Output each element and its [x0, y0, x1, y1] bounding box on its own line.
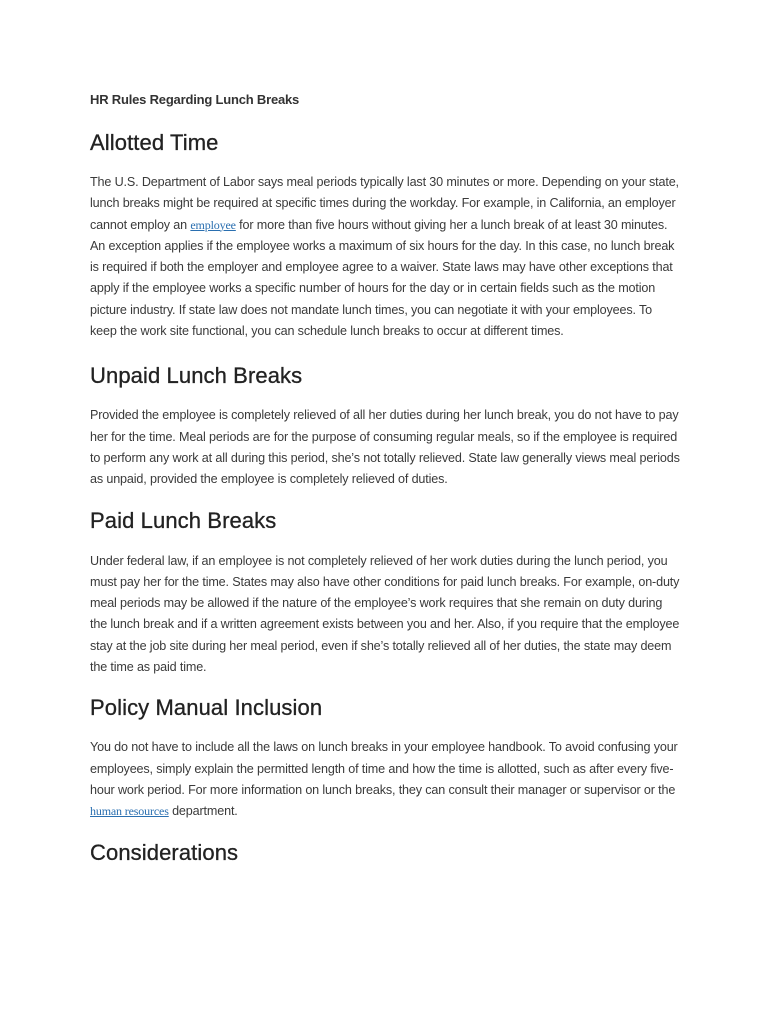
paragraph-text: for more than five hours without giving her a lunch break of at least 30 minutes. An exception applies if the employee works a maximum of six hours for the day. In this case, no lunch break is required if both the employer and employee agree to a waiver. State laws may have other exceptions that apply if the employee works a specific number of hours for the day or in certain fields such as the motion picture industry. If state law does not mandate lunch times, you can negotiate it with your employees. To keep the work site functional, you can schedule lunch breaks to occur at different times. [90, 217, 675, 339]
paragraph-text: The U.S. Department of Labor says meal periods typically last 30 minutes or more. Depending on your state, lunch breaks might be required at specific times during the workday. For example, in California, an employer cannot employ an [90, 175, 679, 232]
heading-paid-lunch-breaks: Paid Lunch Breaks [90, 507, 277, 533]
section-considerations [90, 839, 682, 867]
paragraph-policy-manual-inclusion [90, 737, 682, 822]
section-allotted-time [90, 129, 682, 342]
heading-considerations: Considerations [90, 839, 239, 865]
paragraph-text: department. [168, 804, 238, 819]
paragraph-unpaid-lunch-breaks: Provided the employee is completely relieved of all her duties during her lunch break, you do not have to pay her for the time. Meal periods are for the purpose of consuming regular meals, so if the employee is required to perform any work at all during this period, she’s not totally relieved. State law generally views meal periods as unpaid, provided the employee is completely relieved of duties. [90, 408, 680, 487]
document-title: HR Rules Regarding Lunch Breaks [90, 92, 300, 107]
heading-policy-manual-inclusion: Policy Manual Inclusion [90, 695, 323, 721]
heading-unpaid-lunch-breaks: Unpaid Lunch Breaks [90, 363, 303, 389]
document-page [90, 92, 682, 867]
paragraph-allotted-time [90, 172, 682, 342]
human-resources-link[interactable]: human resources [90, 804, 169, 819]
heading-allotted-time: Allotted Time [90, 130, 219, 155]
section-paid-lunch-breaks [90, 507, 682, 679]
paragraph-paid-lunch-breaks: Under federal law, if an employee is not completely relieved of her work duties during the lunch period, you must pay her for the time. States may also have other conditions for paid lunch breaks. For example, on-duty meal periods may be allowed if the nature of the employee’s work requires that she remain on duty during the lunch break and if a written agreement exists between you and her. Also, if you require that the employee stay at the job site during her meal period, even if she’s totally relieved all of her duties, the state may deem the time as paid time. [90, 553, 680, 675]
paragraph-text: You do not have to include all the laws on lunch breaks in your employee handbook. To avoid confusing your employees, simply explain the permitted length of time and how the time is allotted, such as after every five-hour work period. For more information on lunch breaks, they can consult their manager or supervisor or the [90, 740, 678, 797]
employee-link[interactable]: employee [190, 217, 236, 232]
section-unpaid-lunch-breaks [90, 362, 682, 490]
section-policy-manual-inclusion [90, 694, 682, 822]
